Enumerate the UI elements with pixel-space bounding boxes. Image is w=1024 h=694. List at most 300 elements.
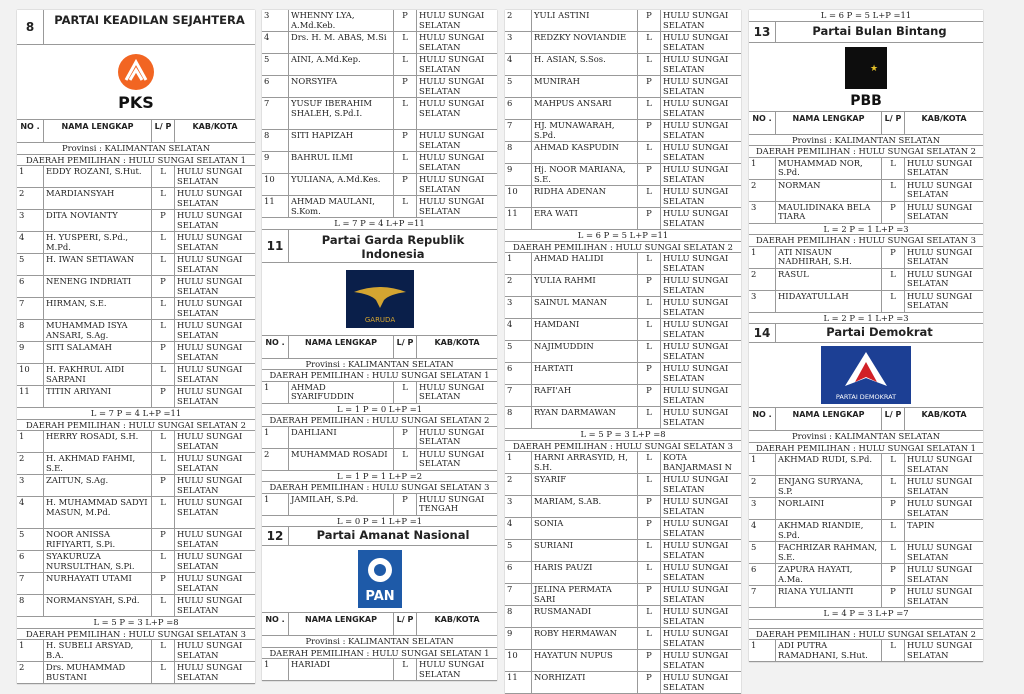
cell-no: 4 — [505, 518, 532, 539]
cell-gender: L — [638, 407, 661, 428]
cell-gender: L — [394, 449, 417, 470]
table-body — [262, 427, 497, 471]
table-header — [749, 408, 983, 431]
table-row — [505, 54, 741, 76]
cell-gender: L — [638, 452, 661, 473]
table-row — [17, 640, 255, 662]
cell-gender: L — [152, 254, 175, 275]
table-row — [505, 208, 741, 230]
cell-region: HULU SUNGAI SELATAN — [177, 254, 243, 274]
table-header — [749, 112, 983, 135]
cell-name: JELINA PERMATA SARI — [532, 584, 638, 605]
cell-region: HULU SUNGAI SELATAN — [663, 10, 729, 30]
cell-name: ZAPURA HAYATI, A.Ma. — [776, 564, 882, 585]
cell-gender: P — [152, 386, 175, 407]
header-region: KAB/KOTA — [434, 615, 480, 624]
cell-region: HULU SUNGAI SELATAN — [177, 210, 243, 230]
cell-no: 7 — [749, 586, 776, 607]
cell-no: 5 — [17, 529, 44, 550]
cell-gender: L — [638, 98, 661, 119]
dapil-label: DAERAH PEMILIHAN : HULU SUNGAI SELATAN 1 — [17, 155, 255, 167]
table-row — [749, 498, 983, 520]
cell-name: MARDIANSYAH — [44, 188, 152, 209]
cell-name: SITI SALAMAH — [44, 342, 152, 363]
cell-name: MAULIDINAKA BELA TIARA — [776, 202, 882, 223]
cell-region: HULU SUNGAI SELATAN — [177, 386, 243, 406]
cell-no: 2 — [505, 275, 532, 296]
cell-region: HULU SUNGAI SELATAN — [663, 407, 729, 427]
cell-region: HULU SUNGAI SELATAN — [177, 166, 243, 186]
table-row — [505, 606, 741, 628]
cell-gender: P — [882, 564, 905, 585]
pan-logo-icon — [356, 548, 404, 610]
cell-name: RYAN DARMAWAN — [532, 407, 638, 428]
table-row — [262, 10, 497, 32]
cell-gender: L — [638, 474, 661, 495]
pan-logo-text: PAN — [364, 589, 395, 604]
cell-no: 8 — [17, 595, 44, 616]
summary-row: L = 4 P = 3 L+P =7 — [749, 608, 983, 620]
cell-gender: L — [882, 542, 905, 563]
table-row — [262, 427, 497, 449]
party-name: Partai Amanat Nasional — [316, 528, 470, 542]
cell-gender: P — [638, 650, 661, 671]
cell-no: 6 — [505, 562, 532, 583]
cell-no: 3 — [749, 291, 776, 312]
table-row — [505, 142, 741, 164]
table-row — [262, 174, 497, 196]
cell-region: HULU SUNGAI SELATAN — [177, 364, 243, 384]
cell-name: H. FAKHRUL AIDI SARPANI — [44, 364, 152, 385]
cell-region: HULU SUNGAI SELATAN — [177, 497, 243, 517]
cell-no: 11 — [505, 208, 532, 229]
cell-region: HULU SUNGAI SELATAN — [177, 342, 243, 362]
header-name: NAMA LENGKAP — [289, 336, 394, 358]
header-gender: L/ P — [152, 120, 175, 142]
cell-region: HULU SUNGAI SELATAN — [907, 542, 973, 562]
cell-no: 2 — [749, 269, 776, 290]
table-row — [262, 659, 497, 681]
table-row — [505, 32, 741, 54]
cell-name: H. SUBELI ARSYAD, B.A. — [44, 640, 152, 661]
table-row — [505, 562, 741, 584]
cell-name: AKHMAD RUDI, S.Pd. — [776, 454, 882, 475]
cell-region: HULU SUNGAI SELATAN — [907, 586, 973, 606]
cell-no: 6 — [505, 363, 532, 384]
cell-name: SURIANI — [532, 540, 638, 561]
cell-no: 7 — [505, 385, 532, 406]
cell-no: 1 — [749, 247, 776, 268]
table-row — [505, 10, 741, 32]
header-gender: L/ P — [394, 336, 417, 358]
party-title-11 — [262, 230, 497, 263]
table-row — [505, 186, 741, 208]
cell-no: 1 — [749, 158, 776, 179]
table-row — [749, 520, 983, 542]
cell-name: NENENG INDRIATI — [44, 276, 152, 297]
pks-logo — [17, 45, 255, 120]
cell-name: AHMAD MAULANI, S.Kom. — [289, 196, 394, 217]
table-row — [505, 407, 741, 429]
cell-region: HULU SUNGAI SELATAN — [907, 179, 973, 199]
cell-region: TAPIN — [907, 520, 935, 530]
party-number: 11 — [262, 230, 289, 262]
cell-gender: L — [638, 341, 661, 362]
cell-gender: P — [882, 498, 905, 519]
cell-region: HULU SUNGAI SELATAN — [419, 381, 485, 401]
cell-name: Drs. MUHAMMAD BUSTANI — [44, 662, 152, 683]
header-region: KAB/KOTA — [921, 410, 967, 419]
cell-gender: P — [394, 76, 417, 97]
cell-no: 3 — [17, 475, 44, 496]
cell-gender: L — [638, 142, 661, 163]
table-row — [749, 542, 983, 564]
cell-gender: L — [882, 476, 905, 497]
cell-name: EDDY ROZANI, S.Hut. — [44, 166, 152, 187]
table-row — [17, 497, 255, 529]
table-row — [262, 449, 497, 471]
cell-no: 9 — [505, 164, 532, 185]
cell-gender: L — [394, 98, 417, 129]
table-body — [749, 158, 983, 224]
cell-gender: L — [152, 551, 175, 572]
cell-name: H. IWAN SETIAWAN — [44, 254, 152, 275]
cell-name: HARNI ARRASYID, H, S.H. — [532, 452, 638, 473]
cell-no: 1 — [17, 166, 44, 187]
cell-region: HULU SUNGAI SELATAN — [907, 640, 973, 660]
table-body — [17, 166, 255, 408]
column-1 — [17, 10, 255, 684]
dapil-label: DAERAH PEMILIHAN : HULU SUNGAI SELATAN 2 — [749, 628, 983, 641]
party-number: 8 — [17, 10, 44, 44]
cell-name: RUSMANADI — [532, 606, 638, 627]
cell-name: SONIA — [532, 518, 638, 539]
cell-no: 5 — [505, 341, 532, 362]
party-name: Partai Garda Republik Indonesia — [321, 232, 465, 261]
cell-name: HERRY ROSADI, S.H. — [44, 431, 152, 452]
header-gender: L/ P — [882, 112, 905, 134]
table-row — [17, 298, 255, 320]
garuda-logo-icon — [346, 270, 414, 328]
cell-gender: L — [152, 453, 175, 474]
header-no: NO . — [262, 613, 289, 635]
cell-no: 7 — [262, 98, 289, 129]
cell-name: MUNIRAH — [532, 76, 638, 97]
cell-gender: P — [638, 672, 661, 693]
cell-no: 6 — [17, 551, 44, 572]
cell-gender: P — [152, 342, 175, 363]
cell-no: 3 — [505, 32, 532, 53]
header-no: NO . — [749, 112, 776, 134]
cell-no: 10 — [17, 364, 44, 385]
cell-region: HULU SUNGAI SELATAN — [663, 606, 729, 626]
table-row — [505, 120, 741, 142]
table-row — [17, 453, 255, 475]
cell-region: HULU SUNGAI SELATAN — [177, 453, 243, 473]
table-row — [505, 628, 741, 650]
cell-gender: P — [394, 494, 417, 515]
cell-gender: P — [152, 529, 175, 550]
cell-gender: P — [394, 427, 417, 448]
party-title-14 — [749, 324, 983, 343]
cell-name: NOOR ANISSA RIFIYARTI, S.Pi. — [44, 529, 152, 550]
cell-region: HULU SUNGAI SELATAN — [663, 164, 729, 184]
table-body — [17, 431, 255, 617]
cell-no: 6 — [262, 76, 289, 97]
cell-region: HULU SUNGAI SELATAN — [177, 640, 243, 660]
party-title-13 — [749, 22, 983, 43]
cell-no: 4 — [505, 54, 532, 75]
cell-gender: P — [638, 385, 661, 406]
cell-no: 11 — [262, 196, 289, 217]
table-row — [17, 386, 255, 408]
cell-no: 4 — [17, 497, 44, 528]
cell-gender: L — [882, 180, 905, 201]
cell-region: HULU SUNGAI SELATAN — [663, 562, 729, 582]
table-body — [749, 454, 983, 608]
cell-region: HULU SUNGAI SELATAN — [419, 426, 485, 446]
province-label: Provinsi : KALIMANTAN SELATAN — [749, 135, 983, 147]
svg-text:★: ★ — [870, 63, 879, 74]
dapil-label: DAERAH PEMILIHAN : HULU SUNGAI SELATAN 2 — [749, 146, 983, 158]
cell-region: HULU SUNGAI SELATAN — [177, 320, 243, 340]
table-row — [262, 32, 497, 54]
cell-no: 8 — [505, 407, 532, 428]
header-gender: L/ P — [882, 408, 905, 430]
table-row — [17, 595, 255, 617]
table-row — [749, 291, 983, 313]
cell-no: 2 — [17, 453, 44, 474]
cell-name: WHENNY LYA, A.Md.Keb. — [289, 10, 394, 31]
cell-region: HULU SUNGAI SELATAN — [907, 498, 973, 518]
cell-region: HULU SUNGAI SELATAN — [177, 298, 243, 318]
party-title-8 — [17, 10, 255, 45]
cell-name: AHMAD SYARIFUDDIN — [289, 382, 394, 403]
cell-region: HULU SUNGAI SELATAN — [177, 529, 243, 549]
cell-no: 2 — [17, 662, 44, 683]
cell-gender: L — [152, 431, 175, 452]
garuda-logo — [262, 263, 497, 336]
cell-gender: L — [638, 319, 661, 340]
cell-region: HULU SUNGAI SELATAN — [663, 120, 729, 140]
table-row — [749, 158, 983, 180]
cell-no: 4 — [749, 520, 776, 541]
cell-no: 2 — [262, 449, 289, 470]
table-row — [17, 475, 255, 497]
cell-gender: L — [152, 662, 175, 683]
cell-name: H. YUSPERI, S.Pd., M.Pd. — [44, 232, 152, 253]
table-row — [505, 650, 741, 672]
cell-gender: L — [394, 196, 417, 217]
table-row — [505, 385, 741, 407]
cell-name: HAYATUN NUPUS — [532, 650, 638, 671]
summary-row: L = 5 P = 3 L+P =8 — [505, 429, 741, 441]
cell-region: HULU SUNGAI SELATAN — [663, 32, 729, 52]
party-name: PARTAI KEADILAN SEJAHTERA — [54, 13, 245, 27]
header-gender: L/ P — [394, 613, 417, 635]
dapil-label: DAERAH PEMILIHAN : HULU SUNGAI SELATAN 3 — [17, 629, 255, 641]
cell-name: ATI NISAUN NADHIRAH, S.H. — [776, 247, 882, 268]
cell-gender: P — [882, 247, 905, 268]
table-row — [505, 164, 741, 186]
cell-no: 2 — [749, 180, 776, 201]
cell-gender: P — [638, 10, 661, 31]
cell-gender: P — [152, 210, 175, 231]
cell-region: HULU SUNGAI SELATAN — [663, 76, 729, 96]
cell-gender: P — [394, 10, 417, 31]
cell-name: ROBY HERMAWAN — [532, 628, 638, 649]
cell-name: SYARIF — [532, 474, 638, 495]
table-row — [17, 320, 255, 342]
cell-gender: L — [638, 186, 661, 207]
cell-region: HULU SUNGAI SELATAN — [177, 475, 243, 495]
cell-name: H. MUHAMMAD SADYI MASUN, M.Pd. — [44, 497, 152, 528]
cell-name: HJ. MUNAWARAH, S.Pd. — [532, 120, 638, 141]
cell-no: 3 — [505, 297, 532, 318]
table-row — [262, 196, 497, 218]
cell-no: 1 — [262, 494, 289, 515]
table-row — [17, 662, 255, 684]
cell-gender: L — [152, 232, 175, 253]
cell-name: NURHAYATI UTAMI — [44, 573, 152, 594]
cell-name: YULI ASTINI — [532, 10, 638, 31]
table-row — [262, 54, 497, 76]
province-label: Provinsi : KALIMANTAN SELATAN — [749, 431, 983, 443]
cell-region: HULU SUNGAI SELATAN — [663, 253, 729, 273]
garuda-logo-text: GARUDA — [364, 315, 395, 324]
cell-no: 2 — [505, 474, 532, 495]
cell-region: HULU SUNGAI SELATAN — [663, 297, 729, 317]
table-row — [505, 253, 741, 275]
cell-no: 3 — [17, 210, 44, 231]
cell-region: HULU SUNGAI SELATAN — [663, 275, 729, 295]
cell-gender: L — [882, 158, 905, 179]
cell-name: HIDAYATULLAH — [776, 291, 882, 312]
cell-no: 5 — [262, 54, 289, 75]
cell-gender: P — [638, 496, 661, 517]
table-row — [17, 210, 255, 232]
demokrat-logo-icon — [821, 346, 911, 404]
cell-gender: L — [638, 628, 661, 649]
cell-no: 3 — [749, 202, 776, 223]
cell-gender: L — [638, 253, 661, 274]
dapil-label: DAERAH PEMILIHAN : HULU SUNGAI SELATAN 2 — [17, 420, 255, 432]
cell-no: 3 — [262, 10, 289, 31]
party-name: Partai Demokrat — [826, 325, 933, 339]
dapil-label: DAERAH PEMILIHAN : HULU SUNGAI SELATAN 2 — [262, 415, 497, 427]
cell-name: SAINUL MANAN — [532, 297, 638, 318]
cell-name: ADI PUTRA RAMADHANI, S.Hut. — [776, 640, 882, 661]
cell-region: HULU SUNGAI SELATAN — [663, 186, 729, 206]
cell-no: 1 — [262, 382, 289, 403]
cell-gender: P — [638, 120, 661, 141]
cell-name: TITIN ARIYANI — [44, 386, 152, 407]
cell-name: AHMAD HALIDI — [532, 253, 638, 274]
cell-gender: P — [882, 202, 905, 223]
demokrat-logo — [749, 343, 983, 408]
cell-name: AINI, A.Md.Kep. — [289, 54, 394, 75]
cell-name: AHMAD KASPUDIN — [532, 142, 638, 163]
table-body — [17, 640, 255, 684]
pks-logo-icon — [106, 50, 166, 114]
table-row — [505, 341, 741, 363]
cell-region: HULU SUNGAI SELATAN — [907, 157, 973, 177]
table-row — [17, 573, 255, 595]
cell-region: HULU SUNGAI SELATAN — [177, 431, 243, 451]
table-body — [505, 10, 741, 230]
cell-region: HULU SUNGAI SELATAN — [419, 32, 485, 52]
cell-no: 1 — [17, 431, 44, 452]
table-row — [505, 319, 741, 341]
table-row — [749, 180, 983, 202]
summary-row: L = 6 P = 5 L+P =11 — [505, 230, 741, 242]
cell-gender: L — [638, 297, 661, 318]
dapil-label: DAERAH PEMILIHAN : HULU SUNGAI SELATAN 3 — [505, 441, 741, 453]
cell-name: NAJIMUDDIN — [532, 341, 638, 362]
party-number: 13 — [749, 22, 776, 42]
cell-no: 7 — [505, 584, 532, 605]
cell-region: HULU SUNGAI SELATAN — [663, 518, 729, 538]
table-row — [505, 584, 741, 606]
cell-gender: L — [152, 298, 175, 319]
cell-gender: P — [152, 573, 175, 594]
cell-gender: P — [638, 363, 661, 384]
dapil-label: DAERAH PEMILIHAN : HULU SUNGAI SELATAN 1 — [262, 370, 497, 382]
cell-no: 2 — [505, 10, 532, 31]
cell-no: 6 — [17, 276, 44, 297]
table-row — [505, 474, 741, 496]
header-no: NO . — [749, 408, 776, 430]
cell-no: 9 — [505, 628, 532, 649]
cell-no: 3 — [505, 496, 532, 517]
cell-no: 11 — [17, 386, 44, 407]
table-row — [262, 494, 497, 516]
cell-name: NORHIZATI — [532, 672, 638, 693]
cell-no: 7 — [17, 298, 44, 319]
cell-gender: L — [882, 640, 905, 661]
table-row — [17, 529, 255, 551]
cell-gender: L — [394, 152, 417, 173]
table-header — [17, 120, 255, 143]
summary-row: L = 2 P = 1 L+P =3 — [749, 224, 983, 236]
cell-name: REDZKY NOVIANDIE — [532, 32, 638, 53]
cell-name: NORMAN — [776, 180, 882, 201]
cell-name: RASUL — [776, 269, 882, 290]
table-row — [749, 454, 983, 476]
table-row — [505, 98, 741, 120]
cell-no: 2 — [749, 476, 776, 497]
dapil-label: DAERAH PEMILIHAN : HULU SUNGAI SELATAN 3 — [749, 235, 983, 247]
cell-no: 4 — [17, 232, 44, 253]
summary-row: L = 0 P = 1 L+P =1 — [262, 516, 497, 528]
cell-region: HULU SUNGAI SELATAN — [907, 246, 973, 266]
cell-gender: L — [152, 595, 175, 616]
cell-gender: L — [394, 659, 417, 680]
cell-region: HULU SUNGAI SELATAN — [663, 54, 729, 74]
cell-gender: L — [638, 32, 661, 53]
table-body — [505, 253, 741, 429]
table-row — [749, 564, 983, 586]
header-name: NAMA LENGKAP — [776, 112, 882, 134]
cell-gender: P — [638, 76, 661, 97]
column-4 — [749, 10, 983, 662]
table-row — [749, 269, 983, 291]
cell-no: 8 — [505, 142, 532, 163]
header-name: NAMA LENGKAP — [289, 613, 394, 635]
pks-logo-text: PKS — [118, 93, 154, 112]
cell-no: 5 — [505, 540, 532, 561]
cell-name: Hj. NOOR MARIANA, S.E. — [532, 164, 638, 185]
